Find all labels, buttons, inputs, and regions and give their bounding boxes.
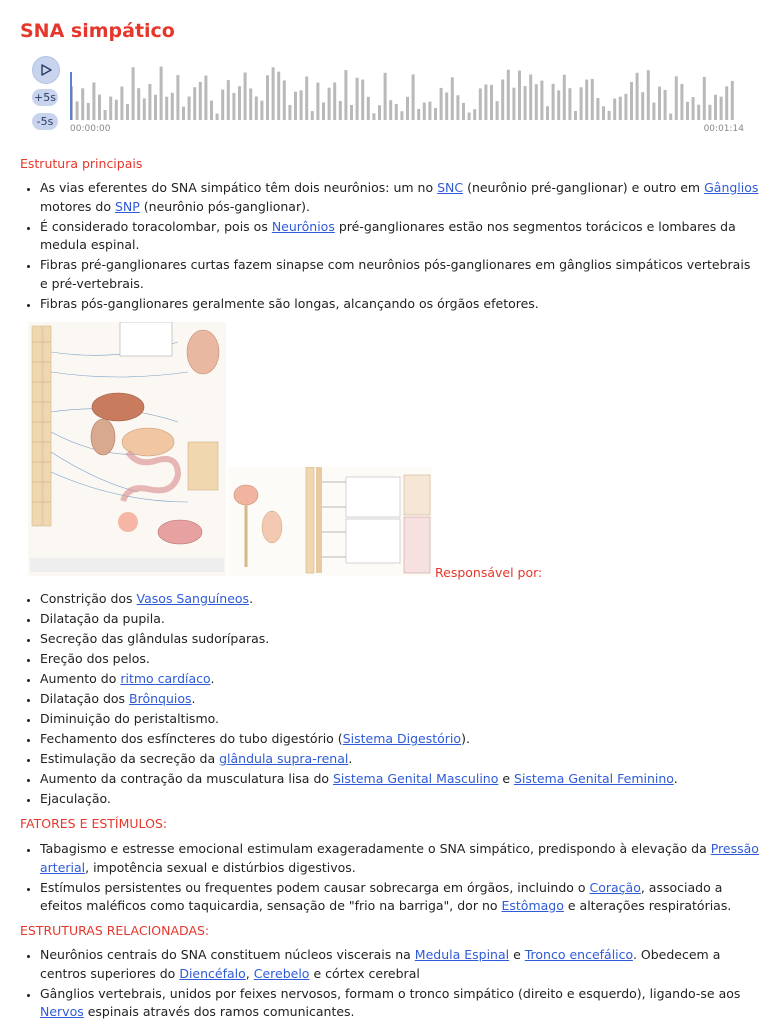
link-sistema-genital-masculino[interactable]: Sistema Genital Masculino [333, 771, 499, 786]
waveform-bar [132, 67, 135, 120]
list-item: • Estímulos persistentes ou frequentes podem causar sobrecarga em órgãos, incluindo o Coração, associado a efeitos maléficos como taquicardia, sensação de "frio na barriga", dor no Estômago e alterações respiratórias. [40, 879, 760, 916]
waveform-bar [462, 103, 465, 120]
link-ritmo-cardíaco[interactable]: ritmo cardíaco [120, 671, 211, 686]
waveform-bar [658, 87, 661, 120]
waveform-bar [115, 100, 118, 120]
waveform-bar [664, 90, 667, 120]
sympathetic-pathways-illustration [28, 322, 226, 576]
waveform-bar [580, 87, 583, 120]
waveform-bar [473, 109, 476, 120]
list-item: • Dilatação da pupila. [40, 610, 760, 629]
waveform-bar [76, 101, 79, 120]
list-item: • Diminuição do peristaltismo. [40, 710, 760, 729]
waveform-bar [288, 105, 291, 120]
waveform-bar [507, 70, 510, 120]
waveform-bar [389, 100, 392, 120]
waveform-bar [490, 85, 493, 120]
waveform-bar [675, 76, 678, 120]
waveform-bar [283, 80, 286, 120]
link-brônquios[interactable]: Brônquios [129, 691, 192, 706]
link-diencéfalo[interactable]: Diencéfalo [179, 965, 246, 981]
link-coração[interactable]: Coração [589, 879, 641, 895]
waveform-bar [624, 94, 627, 120]
waveform-bar [137, 88, 140, 120]
waveform-bar [708, 105, 711, 120]
list-item: • É considerado toracolombar, pois os Neurônios pré-ganglionares estão nos segmentos torácicos e lombares da medula espinal. [40, 218, 760, 255]
waveform-bar [451, 77, 454, 120]
waveform-bar [333, 83, 336, 121]
waveform-bar [204, 76, 207, 120]
waveform-bar [232, 93, 235, 120]
waveform-bar [440, 88, 443, 120]
waveform-bar [524, 86, 527, 120]
waveform-bar [384, 73, 387, 120]
waveform-bar [479, 88, 482, 120]
waveform-bar [367, 97, 370, 120]
link-sistema-digestório[interactable]: Sistema Digestório [342, 731, 462, 746]
waveform-bar [445, 93, 448, 121]
link-gânglios[interactable]: Gânglios [704, 180, 759, 195]
section-title-responsavel: Responsável por: [435, 565, 543, 580]
waveform-bar [328, 88, 331, 120]
waveform-bar [227, 80, 230, 120]
waveform-bar [109, 97, 112, 120]
waveform-bar [406, 97, 409, 120]
waveform-bar [356, 78, 359, 120]
link-vasos-sanguíneos[interactable]: Vasos Sanguíneos [136, 591, 250, 606]
waveform-bar [199, 82, 202, 120]
waveform-bar [619, 97, 622, 120]
waveform-bar [428, 102, 431, 120]
waveform-bar [400, 111, 403, 120]
waveform-bar [182, 107, 185, 120]
waveform-bar [585, 80, 588, 120]
waveform-bar [216, 114, 219, 120]
waveform-bar [630, 82, 633, 120]
link-snp[interactable]: SNP [114, 198, 140, 214]
list-item: • Constrição dos Vasos Sanguíneos. [40, 590, 760, 609]
time-total: 00:01:14 [703, 124, 744, 134]
waveform-bar [244, 73, 247, 121]
waveform-bar [552, 84, 555, 120]
waveform-bar [165, 97, 168, 120]
waveform-bar [496, 101, 499, 120]
waveform-bar [188, 97, 191, 121]
link-snc[interactable]: SNC [437, 180, 464, 195]
audio-waveform[interactable] [70, 62, 738, 120]
section-title-fatores: FATORES E ESTÍMULOS: [20, 816, 168, 831]
waveform-bar [557, 90, 560, 120]
waveform-bar [714, 95, 717, 120]
waveform-bar [636, 73, 639, 120]
waveform-bar [120, 87, 123, 121]
link-sistema-genital-feminino[interactable]: Sistema Genital Feminino [514, 771, 674, 786]
waveform-bar [87, 103, 90, 120]
waveform-bar [456, 95, 459, 120]
waveform-bar [104, 110, 107, 120]
link-tronco-encefálico[interactable]: Tronco encefálico [524, 947, 633, 962]
waveform-bar [255, 97, 258, 121]
waveform-bar [294, 92, 297, 120]
link-pressão-arterial[interactable]: Pressão arterial [40, 841, 759, 875]
skip-forward-button[interactable]: +5s [32, 89, 58, 106]
waveform-bar [160, 67, 163, 120]
list-item: • Dilatação dos Brônquios. [40, 690, 760, 709]
waveform-bar [322, 102, 325, 120]
waveform-bar [703, 77, 706, 120]
waveform-bar [350, 105, 353, 120]
waveform-bar [272, 67, 275, 120]
list-item: • Fibras pré-ganglionares curtas fazem sinapse com neurônios pós-ganglionares em gânglios simpáticos vertebrais e pré-vertebrais. [40, 256, 760, 293]
waveform-bar [176, 75, 179, 120]
waveform-bar [126, 104, 129, 120]
list-estruturas [20, 946, 760, 1023]
waveform-bar [300, 90, 303, 120]
waveform-bar [372, 113, 375, 120]
list-estrutura [20, 179, 760, 315]
list-item: • Ejaculação. [40, 790, 760, 809]
waveform-bar [652, 103, 655, 120]
waveform-bar [266, 75, 269, 120]
waveform-bar [608, 111, 611, 120]
list-item: • Gânglios vertebrais, unidos por feixes nervosos, formam o tronco simpático (direito e esquerdo), ligando-se aos Nervos espinais através dos ramos comunicantes. [40, 985, 760, 1022]
time-current: 00:00:00 [70, 124, 111, 134]
waveform-bar [316, 83, 319, 120]
waveform-bar [468, 113, 471, 121]
waveform-bar [378, 105, 381, 120]
link-nervos[interactable]: Nervos [40, 1004, 84, 1019]
waveform-bar [98, 95, 101, 120]
waveform-bar [92, 82, 95, 120]
waveform-bar [613, 99, 616, 120]
waveform-bar [221, 90, 224, 121]
waveform-bar [171, 93, 174, 120]
list-item: • Aumento da contração da musculatura lisa do Sistema Genital Masculino e Sistema Genital Feminino. [40, 770, 760, 789]
waveform-bar [680, 84, 683, 120]
list-fatores [20, 840, 760, 917]
waveform-bar [725, 86, 728, 120]
list-item: • Estimulação da secreção da glândula supra-renal. [40, 750, 760, 769]
waveform-bar [148, 84, 151, 120]
waveform-bar [697, 105, 700, 120]
playhead [70, 72, 72, 120]
waveform-bar [361, 80, 364, 120]
waveform-bar [311, 111, 314, 120]
list-item: • Ereção dos pelos. [40, 650, 760, 669]
skip-back-button[interactable]: -5s [32, 113, 58, 130]
waveform-bar [501, 80, 504, 121]
waveform-bar [512, 88, 515, 120]
waveform-bar [686, 102, 689, 120]
waveform-bar [344, 70, 347, 120]
waveform-bar [143, 98, 146, 120]
waveform-bar [535, 84, 538, 120]
list-item: • Fibras pós-ganglionares geralmente são longas, alcançando os órgãos efetores. [40, 295, 760, 314]
waveform-bar [412, 74, 415, 120]
spinal-segments-table-illustration [228, 467, 432, 576]
page-title: SNA simpático [20, 20, 175, 42]
list-item: • Neurônios centrais do SNA constituem núcleos viscerais na Medula Espinal e Tronco encefálico. Obedecem a centros superiores do Diencéfalo, Cerebelo e córtex cerebral [40, 946, 760, 983]
link-glândula-supra-renal[interactable]: glândula supra-renal [219, 751, 349, 766]
waveform-bar [260, 101, 263, 120]
link-medula-espinal[interactable]: Medula Espinal [414, 947, 510, 962]
link-estômago[interactable]: Estômago [501, 898, 564, 913]
waveform-bar [339, 101, 342, 120]
list-item: • Tabagismo e estresse emocional estimulam exageradamente o SNA simpático, predispondo à elevação da Pressão arterial, impotência sexual e distúrbios digestivos. [40, 840, 760, 877]
list-responsavel [20, 590, 760, 810]
waveform-bar [154, 95, 157, 120]
waveform-bar [574, 111, 577, 120]
link-cerebelo[interactable]: Cerebelo [253, 965, 310, 981]
waveform-bar [434, 108, 437, 120]
waveform-bar [277, 72, 280, 120]
waveform-bar [484, 84, 487, 120]
link-neurônios[interactable]: Neurônios [271, 218, 335, 234]
play-icon [41, 64, 52, 76]
waveform-bar [647, 70, 650, 120]
waveform-bar [546, 106, 549, 120]
waveform-bar [81, 88, 84, 120]
waveform-bar [210, 101, 213, 120]
waveform-bar [395, 104, 398, 120]
waveform-bar [518, 71, 521, 120]
waveform-bar [305, 77, 308, 121]
waveform-bar [568, 88, 571, 120]
section-title-estruturas: ESTRUTURAS RELACIONADAS: [20, 923, 210, 938]
waveform-bar [692, 97, 695, 120]
waveform-bar [602, 106, 605, 120]
waveform-bar [540, 81, 543, 120]
waveform-bar [641, 92, 644, 120]
waveform-bar [596, 98, 599, 120]
waveform-bar [529, 75, 532, 121]
waveform-bar [720, 97, 723, 120]
waveform-bar [193, 87, 196, 120]
waveform-bar [591, 79, 594, 120]
waveform-bar [669, 114, 672, 121]
waveform-bar [731, 81, 734, 120]
list-item: • Secreção das glândulas sudoríparas. [40, 630, 760, 649]
audio-player [32, 56, 744, 136]
play-button[interactable] [32, 56, 60, 84]
list-item: • As vias eferentes do SNA simpático têm dois neurônios: um no SNC (neurônio pré-ganglionar) e outro em Gânglios motores do SNP (neurônio pós-ganglionar). [40, 179, 760, 216]
list-item: • Fechamento dos esfíncteres do tubo digestório (Sistema Digestório). [40, 730, 760, 749]
waveform-bar [417, 109, 420, 120]
section-title-estrutura: Estrutura principais [20, 156, 143, 171]
waveform-bar [238, 86, 241, 120]
list-item: • Aumento do ritmo cardíaco. [40, 670, 760, 689]
waveform-bar [249, 88, 252, 120]
waveform-bar [423, 103, 426, 121]
waveform-bar [563, 75, 566, 120]
